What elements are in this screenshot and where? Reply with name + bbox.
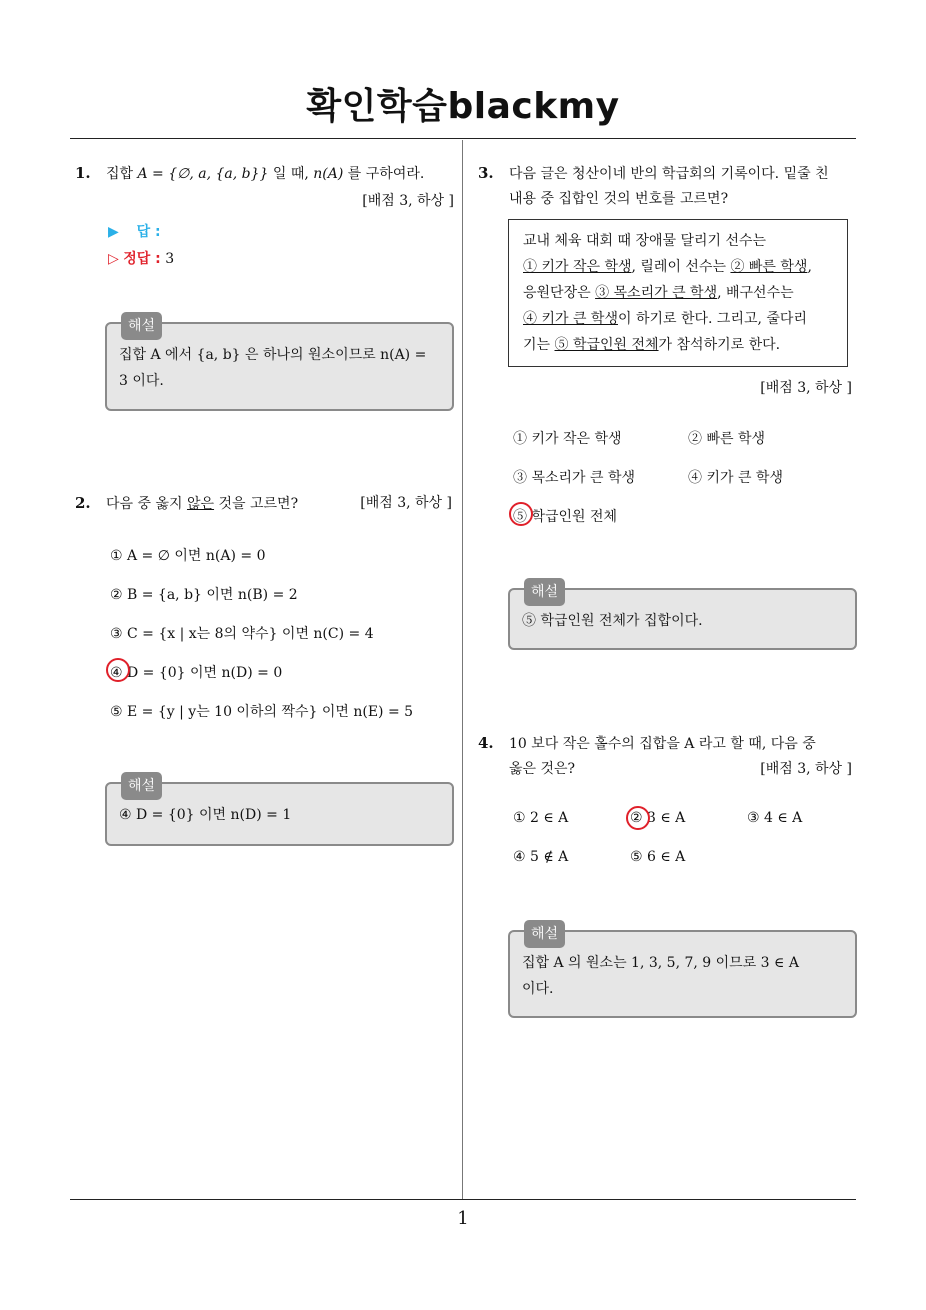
q3-line2: 내용 중 집합인 것의 번호를 고르면?	[509, 191, 729, 207]
q3-passage-l3c: , 배구선수는	[717, 285, 794, 301]
q3-option-2[interactable]: ② 빠른 학생	[688, 431, 765, 447]
q3-passage-l2b: , 릴레이 선수는	[631, 259, 731, 275]
q4-expl-line2: 이다.	[522, 981, 554, 997]
q1-number: 1.	[75, 164, 91, 182]
q4-option-1[interactable]: ① 2 ∈ A	[513, 810, 569, 826]
q3-underline-5: ⑤ 학급인원 전체	[554, 337, 659, 353]
q1-text-b: 일 때,	[268, 166, 314, 182]
q4-explanation	[508, 926, 857, 1018]
q3-option-5[interactable]: ⑤ 학급인원 전체	[513, 509, 618, 525]
q1-correct-label: 정답 :	[123, 251, 161, 267]
q2-option-5[interactable]: ⑤ E = {y | y는 10 이하의 짝수} 이면 n(E) = 5	[110, 704, 414, 720]
q3-option-4[interactable]: ④ 키가 큰 학생	[688, 470, 783, 486]
q3-line1: 다음 글은 청산이네 반의 학급회의 기록이다. 밑줄 친	[509, 166, 829, 182]
q3-passage	[508, 219, 848, 367]
q3-option-1[interactable]: ① 키가 작은 학생	[513, 431, 622, 447]
q3-passage-l4b: 이 하기로 한다. 그리고, 줄다리	[617, 311, 807, 327]
q4-option-5[interactable]: ⑤ 6 ∈ A	[630, 849, 686, 865]
q4-line1: 10 보다 작은 홀수의 집합을 A 라고 할 때, 다음 중	[509, 736, 816, 752]
q3-underline-4: ④ 키가 큰 학생	[523, 311, 618, 327]
q3-passage-l3a: 응원단장은	[523, 285, 596, 301]
q2-expl-line1: ④ D = {0} 이면 n(D) = 1	[119, 807, 292, 823]
q1-text-a: 집합	[106, 166, 138, 182]
q1-explanation-tag: 해설	[121, 312, 162, 340]
outline-triangle-icon: ▷	[108, 251, 119, 267]
bottom-rule	[70, 1199, 856, 1200]
q1-expl-line2: 3 이다.	[119, 373, 164, 389]
q3-question	[509, 162, 859, 212]
q2-number: 2.	[75, 494, 91, 512]
q1-expl-line1: 집합 A 에서 {a, b} 은 하나의 원소이므로 n(A) =	[119, 347, 427, 363]
q3-selected-mark	[509, 502, 533, 526]
q2-option-4[interactable]: ④ D = {0} 이면 n(D) = 0	[110, 665, 283, 681]
q1-text-c: 를 구하여라.	[343, 166, 425, 182]
q1-answer-row	[108, 221, 161, 241]
q2-score: [배점 3, 하상 ]	[360, 495, 452, 511]
q2-text-b: 것을 고르면?	[214, 496, 299, 512]
q3-explanation	[508, 584, 857, 650]
q4-selected-mark	[626, 806, 650, 830]
q1-score: [배점 3, 하상 ]	[362, 193, 454, 209]
q3-score: [배점 3, 하상 ]	[760, 380, 852, 396]
q1-math-b: n(A)	[313, 166, 344, 182]
q2-question	[106, 492, 298, 517]
q2-option-3[interactable]: ③ C = {x | x는 8의 약수} 이면 n(C) = 4	[110, 626, 374, 642]
q3-underline-3: ③ 목소리가 큰 학생	[595, 285, 718, 301]
q2-explanation-tag: 해설	[121, 772, 162, 800]
q1-question	[106, 162, 458, 187]
q4-explanation-tag: 해설	[524, 920, 565, 948]
q3-passage-l5c: 가 참석하기로 한다.	[658, 337, 781, 353]
q2-option-1[interactable]: ① A = ∅ 이면 n(A) = 0	[110, 548, 266, 564]
play-triangle-icon: ▶	[108, 224, 119, 240]
q3-expl-line1: ⑤ 학급인원 전체가 집합이다.	[522, 613, 703, 629]
q4-score: [배점 3, 하상 ]	[760, 761, 852, 777]
q3-passage-l1: 교내 체육 대회 때 장애물 달리기 선수는	[523, 233, 767, 249]
q3-option-3[interactable]: ③ 목소리가 큰 학생	[513, 470, 636, 486]
q3-passage-l5a: 기는	[523, 337, 555, 353]
q2-text-a: 다음 중 옳지	[106, 496, 187, 512]
q3-number: 3.	[478, 164, 494, 182]
q4-line2: 옳은 것은?	[509, 761, 576, 777]
column-divider	[462, 140, 463, 1200]
q3-underline-1: ① 키가 작은 학생	[523, 259, 632, 275]
q4-option-4[interactable]: ④ 5 ∉ A	[513, 849, 569, 865]
q1-math-a: A = {∅, a, {a, b}}	[137, 166, 269, 182]
q3-explanation-tag: 해설	[524, 578, 565, 606]
q2-selected-mark	[106, 658, 130, 682]
q4-number: 4.	[478, 734, 494, 752]
q4-expl-line1: 집합 A 의 원소는 1, 3, 5, 7, 9 이므로 3 ∈ A	[522, 955, 799, 971]
page-title: 확인학습blackmy	[306, 86, 620, 127]
top-rule	[70, 138, 856, 139]
q4-option-3[interactable]: ③ 4 ∈ A	[747, 810, 803, 826]
q1-answer-label: 답 :	[136, 224, 161, 240]
page-number: 1	[457, 1208, 469, 1229]
q3-passage-l2d: ,	[807, 259, 812, 275]
q3-underline-2: ② 빠른 학생	[730, 259, 808, 275]
q4-option-2[interactable]: ② 3 ∈ A	[630, 810, 686, 826]
q2-option-2[interactable]: ② B = {a, b} 이면 n(B) = 2	[110, 587, 298, 603]
q2-explanation	[105, 778, 454, 846]
q1-correct-value: 3	[165, 251, 175, 267]
q1-correct-row	[108, 248, 174, 268]
q2-text-underlined: 않은	[186, 496, 215, 512]
q1-explanation	[105, 318, 454, 411]
